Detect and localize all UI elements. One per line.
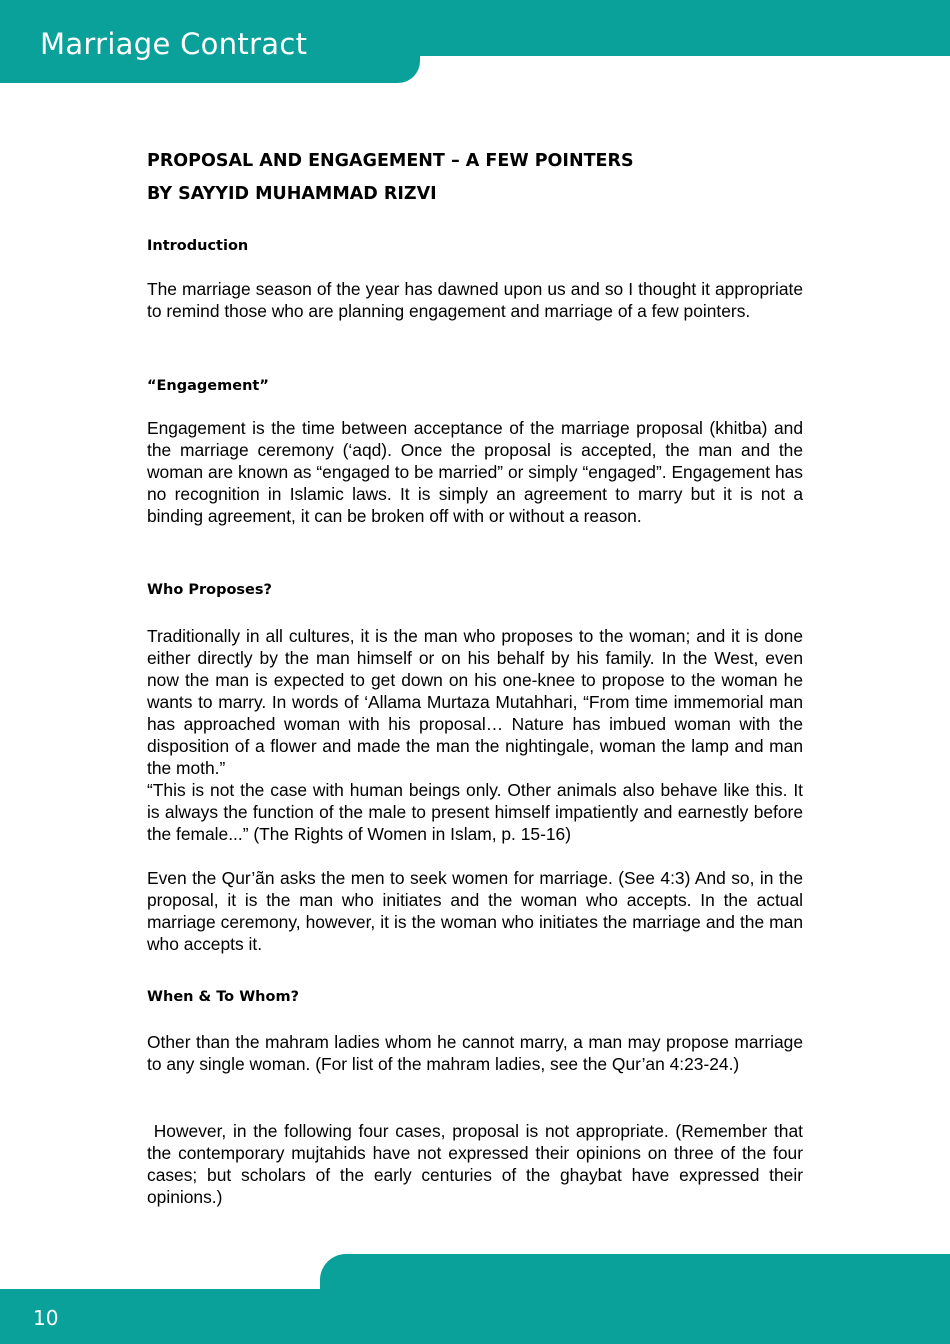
section-heading-who-proposes: Who Proposes? bbox=[147, 582, 272, 598]
footer-strip bbox=[0, 1289, 950, 1344]
paragraph-when-to-whom-1: Other than the mahram ladies whom he cannot marry, a man may propose marriage to any single woman. (For list of the mahram ladies, see the Qur’an 4:23-24.) bbox=[147, 1032, 803, 1074]
section-heading-when-to-whom: When & To Whom? bbox=[147, 989, 299, 1005]
page-number: 10 bbox=[33, 1306, 59, 1330]
section-heading-introduction: Introduction bbox=[147, 238, 249, 254]
paragraph-when-to-whom-2: However, in the following four cases, proposal is not appropriate. (Remember that the contemporary mujtahids have not expressed their opinions on three of the four cases; but scholars of the early centuries of the ghaybat have expressed their opinions.) bbox=[147, 1121, 808, 1207]
running-header-title: Marriage Contract bbox=[40, 27, 308, 61]
paragraph-who-proposes-3: Even the Qur’ãn asks the men to seek women for marriage. (See 4:3) And so, in the proposal, it is the man who initiates and the woman who accepts. In the actual marriage ceremony, however, it is the woman who initiates the marriage and the man who accepts it. bbox=[147, 868, 803, 954]
paragraph-who-proposes-2: “This is not the case with human beings only. Other animals also behave like this. It is always the function of the male to present himself impatiently and earnestly before the female...” (The Rights of Women in Islam, p. 15-16) bbox=[147, 780, 803, 844]
article-title: PROPOSAL AND ENGAGEMENT – A FEW POINTERS bbox=[147, 151, 634, 171]
article-author: BY SAYYID MUHAMMAD RIZVI bbox=[147, 184, 437, 204]
paragraph-introduction: The marriage season of the year has dawned upon us and so I thought it appropriate to remind those who are planning engagement and marriage of a few pointers. bbox=[147, 279, 803, 321]
paragraph-engagement: Engagement is the time between acceptance of the marriage proposal (khitba) and the marriage ceremony (‘aqd). Once the proposal is accepted, the man and the woman are known as “engaged to be married” or simply “engaged”. Engagement has no recognition in Islamic laws. It is simply an agreement to marry but it is not a binding agreement, it can be broken off with or without a reason. bbox=[147, 418, 803, 526]
section-heading-engagement: “Engagement” bbox=[147, 378, 269, 394]
paragraph-who-proposes-1: Traditionally in all cultures, it is the man who proposes to the woman; and it is done either directly by the man himself or on his behalf by his family. In the West, even now the man is expected to get down on his one-knee to propose to the woman he wants to marry. In words of ‘Allama Murtaza Mutahhari, “From time immemorial man has approached woman with his proposal… Nature has imbued woman with the disposition of a flower and made the man the nightingale, woman the lamp and man the moth.” bbox=[147, 626, 803, 778]
